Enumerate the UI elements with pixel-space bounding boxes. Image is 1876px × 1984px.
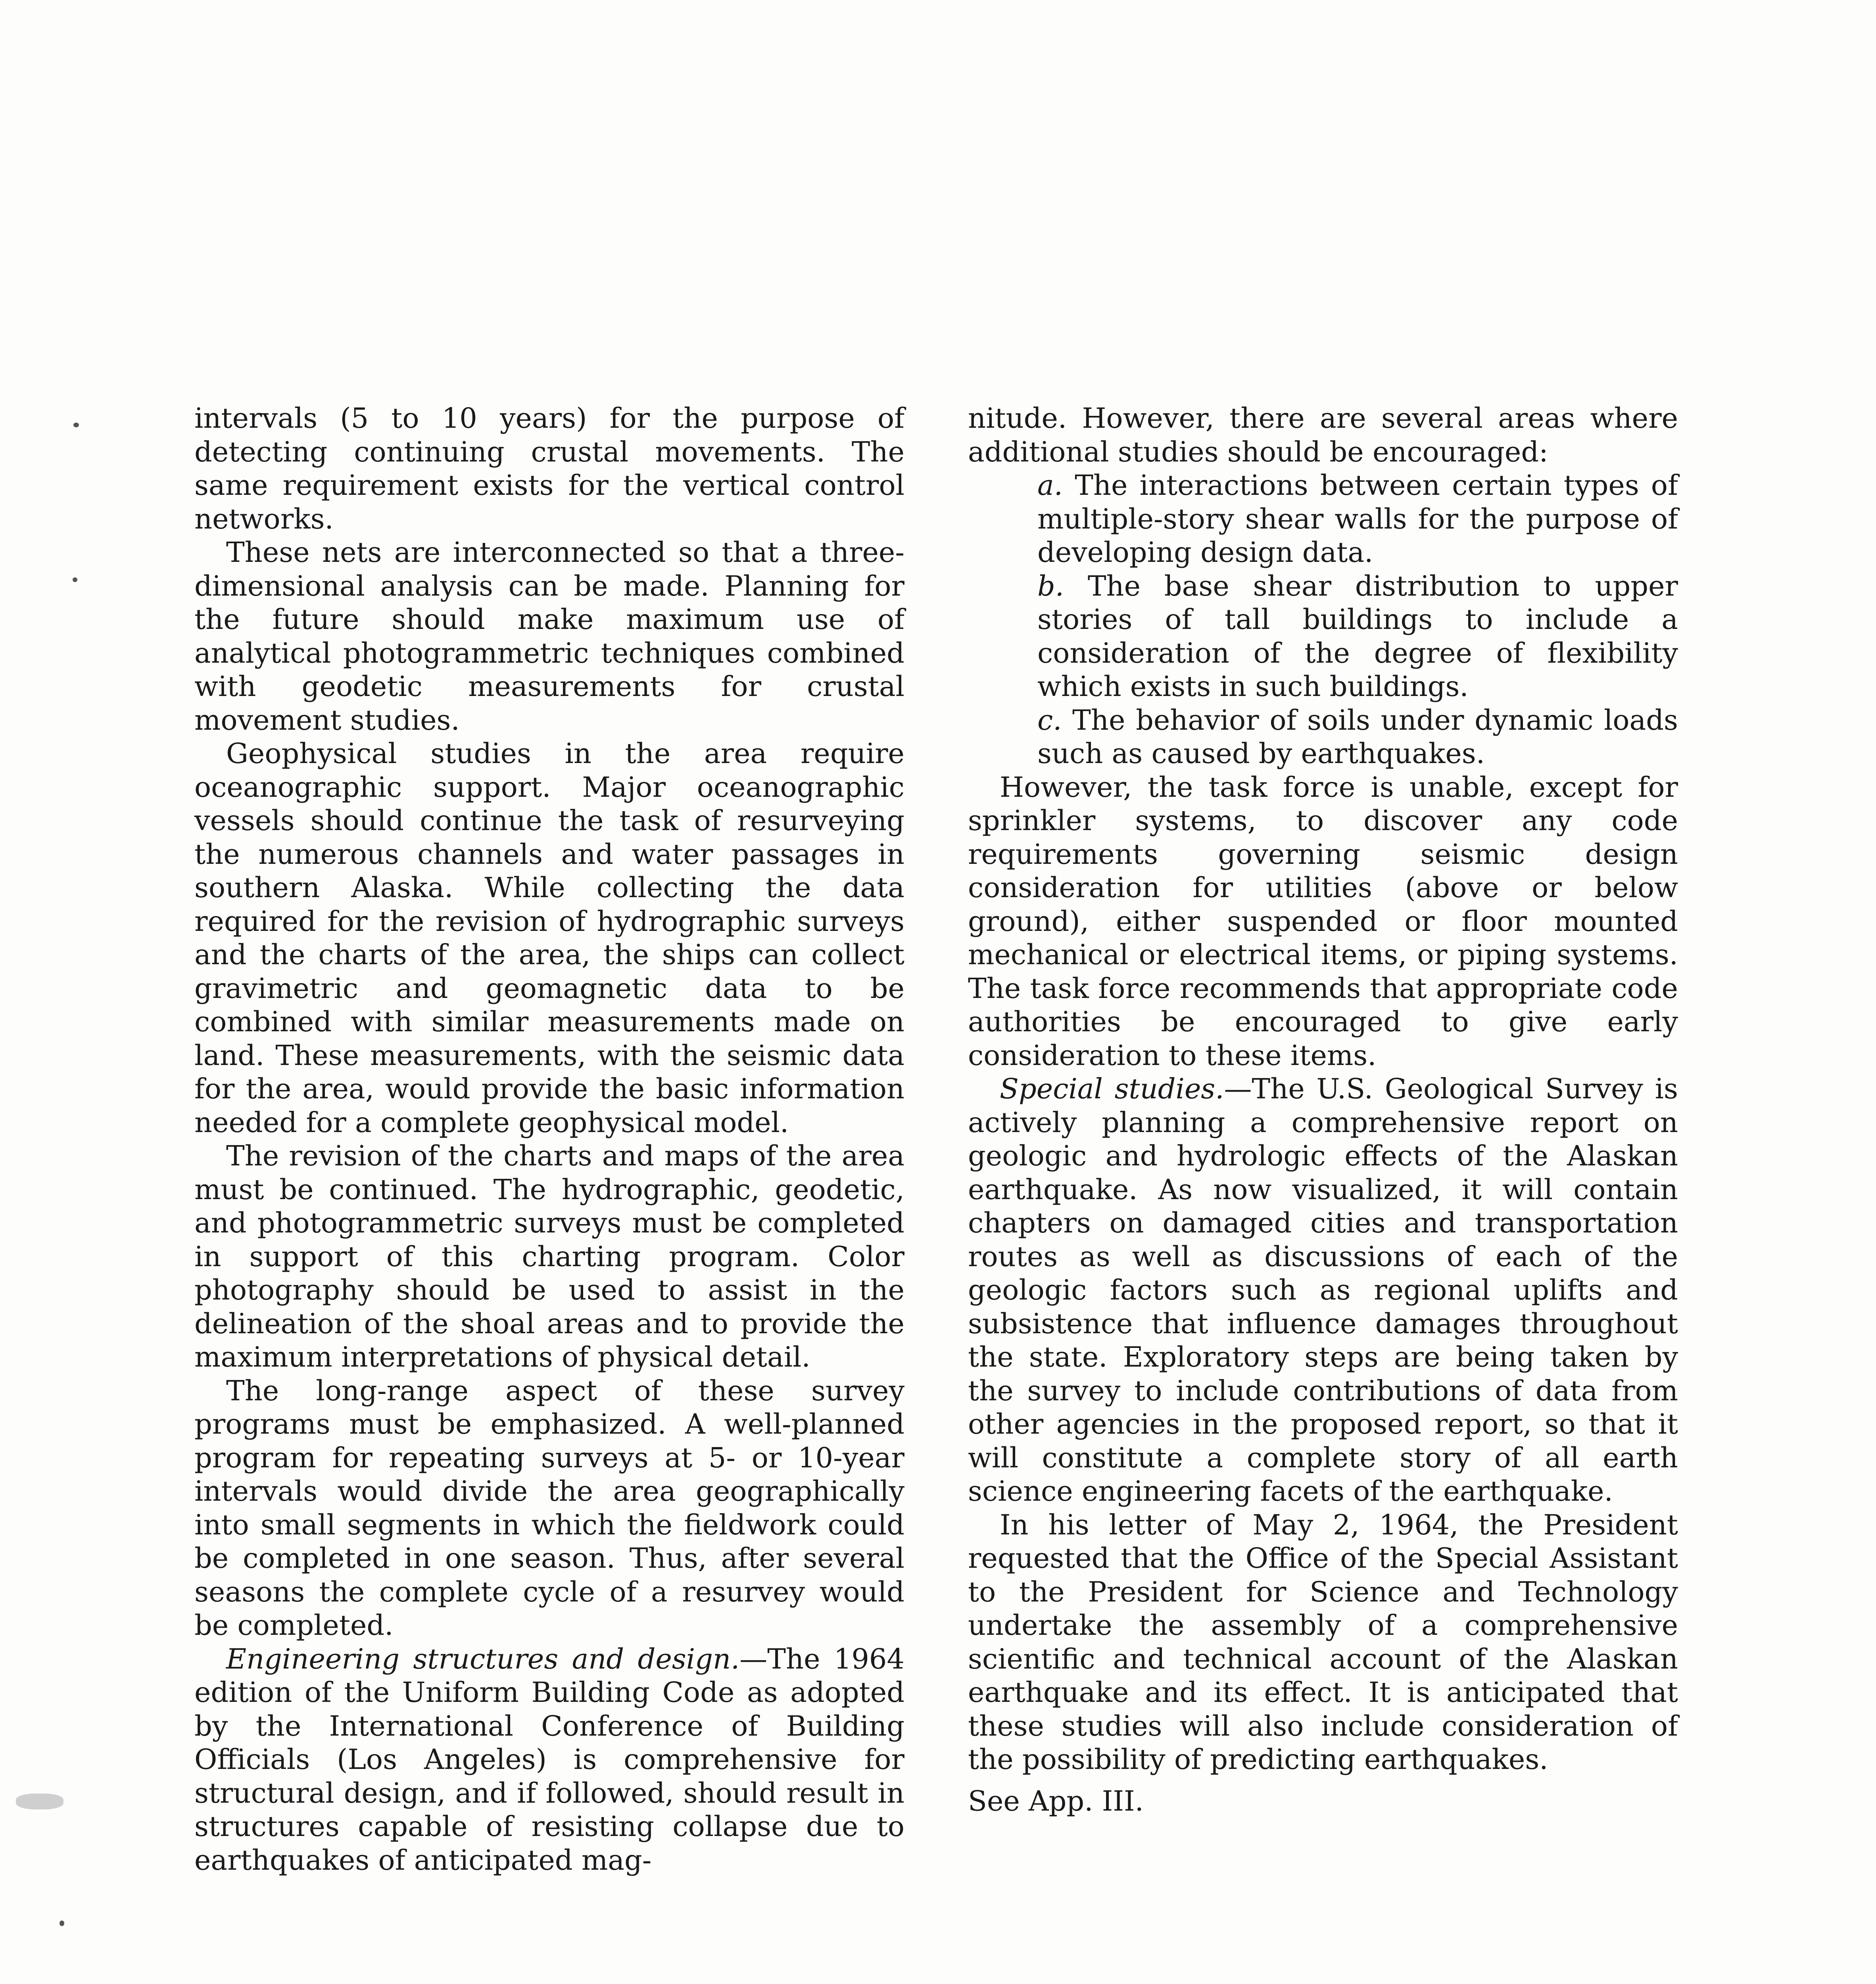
- list-item-text: The behavior of soils under dynamic loads such as caused by earthquakes.: [1037, 704, 1678, 770]
- paragraph-special-studies: [968, 1072, 1678, 1508]
- list-item: [968, 569, 1678, 704]
- scan-speck: [73, 423, 79, 427]
- paragraph: Geophysical studies in the area require oceanographic support. Major oceanographic vessels should continue the task of resurveying the numerous channels and water passages in southern Alaska. While collecting the data required for the revision of hydrographic surveys and the charts of the area, the ships can collect gravimetric and geomagnetic data to be combined with similar measurements made on land. These measurements, with the seismic data for the area, would provide the basic information needed for a complete geophysical model.: [194, 737, 904, 1139]
- list-item: [968, 704, 1678, 771]
- paragraph: The revision of the charts and maps of the area must be continued. The hydrographic, geodetic, and photogrammetric surveys must be completed in support of this charting program. Color photography should be used to assist in the delineation of the shoal areas and to provide the maximum interpretations of physical detail.: [194, 1140, 904, 1373]
- section-heading-special-studies: Special studies.: [1000, 1073, 1224, 1105]
- list-item-label: b.: [1037, 569, 1064, 602]
- scan-speck: [16, 1794, 63, 1809]
- paragraph: intervals (5 to 10 years) for the purpose of detecting continuing crustal movements. The same requirement exists for the vertical control networks.: [194, 402, 904, 535]
- section-heading-engineering: Engineering structures and design.: [226, 1642, 740, 1675]
- list-item: [968, 469, 1678, 569]
- right-column: [968, 402, 1678, 1818]
- paragraph: In his letter of May 2, 1964, the President requested that the Office of the Special Assistant to the President for Science and Technology undertake the assembly of a comprehensive scientific and technical account of the Alaskan earthquake and its effect. It is anticipated that these studies will also include consideration of the possibility of predicting earthquakes.: [968, 1508, 1678, 1776]
- paragraph: These nets are interconnected so that a three-dimensional analysis can be made. Planning for the future should make maximum use of analytical photogrammetric techniques combined with geodetic measurements for crustal movement studies.: [194, 536, 904, 736]
- list-item-label: c.: [1037, 704, 1062, 736]
- left-column: [194, 402, 904, 1877]
- scan-speck: [73, 577, 77, 582]
- list-item-label: a.: [1037, 469, 1063, 502]
- paragraph-body: —The 1964 edition of the Uniform Building Code as adopted by the International Conference of Building Officials (Los Angeles) is comprehensive for structural design, and if followed, should result in structures capable of resisting collapse due to earthquakes of anticipated mag-: [194, 1642, 905, 1876]
- paragraph: nitude. However, there are several areas where additional studies should be encouraged:: [968, 402, 1678, 468]
- paragraph: The long-range aspect of these survey programs must be emphasized. A well-planned program for repeating surveys at 5- or 10-year intervals would divide the area geographically into small segments in which the fieldwork could be completed in one season. Thus, after several seasons the complete cycle of a resurvey would be completed.: [194, 1374, 904, 1642]
- list-item-text: The base shear distribution to upper stories of tall buildings to include a consideration of the degree of flexibility which exists in such buildings.: [1037, 569, 1678, 703]
- paragraph: However, the task force is unable, except for sprinkler systems, to discover any code requirements governing seismic design consideration for utilities (above or below ground), either suspended or floor mounted mechanical or electrical items, or piping systems. The task force recommends that appropriate code authorities be encouraged to give early consideration to these items.: [968, 771, 1678, 1072]
- paragraph-body: —The U.S. Geological Survey is actively planning a comprehensive report on geologic and hydrologic effects of the Alaskan earthquake. As now visualized, it will contain chapters on damaged cities and transportation routes as well as discussions of each of the geologic factors such as regional uplifts and subsistence that influence damages throughout the state. Exploratory steps are being taken by the survey to include contributions of data from other agencies in the proposed report, so that it will constitute a complete story of all earth science engineering facets of the earthquake.: [968, 1073, 1678, 1507]
- see-also-reference: See App. III.: [968, 1784, 1144, 1817]
- list-item-text: The interactions between certain types of multiple-story shear walls for the purpose of developing design data.: [1037, 469, 1678, 569]
- scan-speck: [60, 1921, 64, 1926]
- paragraph-engineering: [194, 1642, 904, 1877]
